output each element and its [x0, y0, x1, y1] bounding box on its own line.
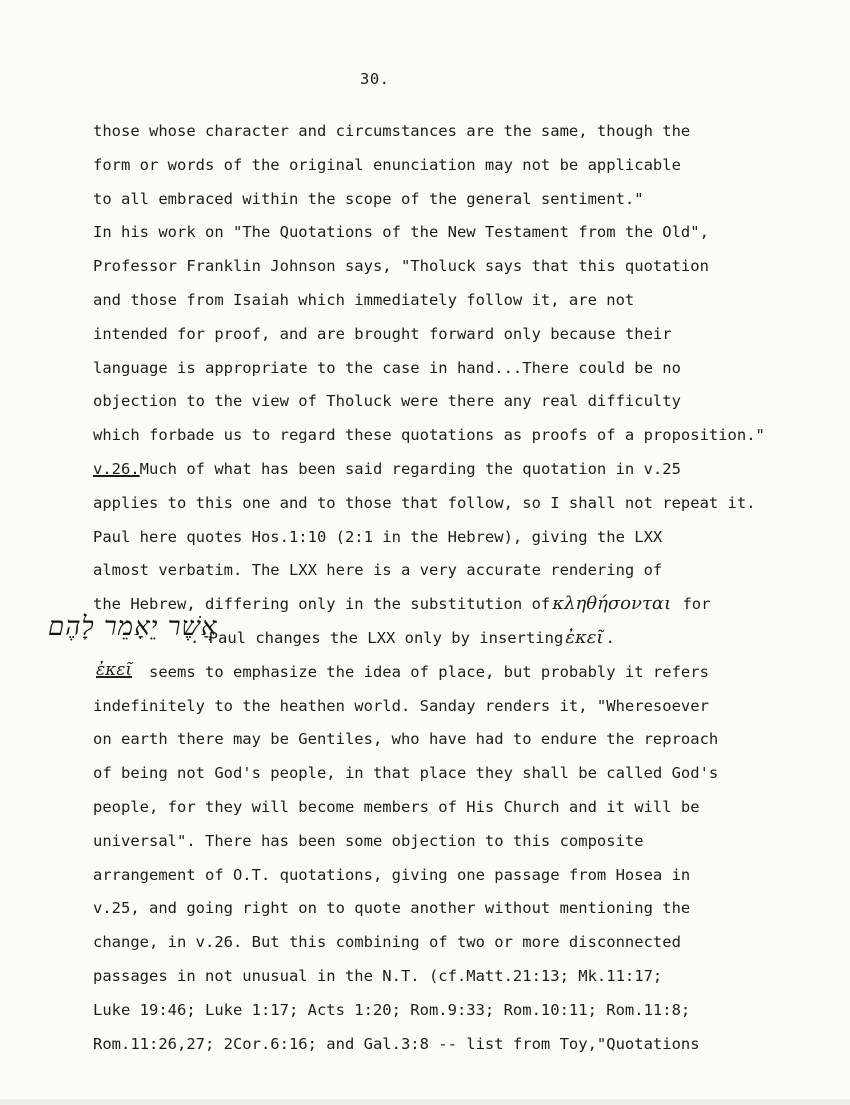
page-bottom-edge	[0, 1099, 850, 1105]
handwritten-greek-word: ἐκεῖ	[565, 626, 604, 648]
body-text	[93, 118, 793, 1064]
text-line: applies to this one and to those that follow, so I shall not repeat it.	[93, 493, 756, 512]
text-line: of being not God's people, in that place they shall be called God's	[93, 764, 719, 783]
text-line: Professor Franklin Johnson says, "Tholuck says that this quotation	[93, 257, 709, 276]
text-line: Luke 19:46; Luke 1:17; Acts 1:20; Rom.9:33; Rom.10:11; Rom.11:8;	[93, 1000, 691, 1019]
handwritten-hebrew-note: אֲשֶׁר יֵאָמֵר לָהֶם	[48, 612, 218, 642]
text-line: indefinitely to the heathen world. Sanday renders it, "Wheresoever	[93, 696, 709, 715]
text-line: intended for proof, and are brought forward only because their	[93, 324, 672, 343]
text-line: arrangement of O.T. quotations, giving one passage from Hosea in	[93, 865, 691, 884]
text-line: form or words of the original enunciation may not be applicable	[93, 155, 681, 174]
text-line: objection to the view of Tholuck were there any real difficulty	[93, 392, 681, 411]
text-line: In his work on "The Quotations of the New Testament from the Old",	[93, 223, 709, 242]
text-line: to all embraced within the scope of the general sentiment."	[93, 189, 644, 208]
text-line: Paul here quotes Hos.1:10 (2:1 in the Hebrew), giving the LXX	[93, 527, 663, 546]
text-line: universal". There has been some objection to this composite	[93, 831, 644, 850]
handwritten-greek-word: κληθήσονται	[552, 593, 672, 615]
handwritten-greek-margin: ἐκεῖ	[96, 660, 133, 680]
text-line: language is appropriate to the case in hand...There could be no	[93, 358, 681, 377]
text-line: v.25, and going right on to quote another without mentioning the	[93, 899, 691, 918]
text-line: Rom.11:26,27; 2Cor.6:16; and Gal.3:8 -- list from Toy,"Quotations	[93, 1034, 700, 1053]
page-number: 30.	[360, 70, 390, 88]
text-line: . Paul changes the LXX only by inserting ἐκεῖ .	[190, 626, 615, 648]
text-line: v.26.Much of what has been said regarding the quotation in v.25	[93, 459, 681, 478]
text-line: change, in v.26. But this combining of two or more disconnected	[93, 933, 681, 952]
text-line: almost verbatim. The LXX here is a very accurate rendering of	[93, 561, 663, 580]
text-line: those whose character and circumstances are the same, though the	[93, 122, 691, 140]
text-line: which forbade us to regard these quotations as proofs of a proposition."	[93, 426, 765, 445]
text-line: people, for they will become members of His Church and it will be	[93, 797, 700, 816]
text-line: passages in not unusual in the N.T. (cf.Matt.21:13; Mk.11:17;	[93, 966, 663, 985]
text-line: and those from Isaiah which immediately follow it, are not	[93, 290, 635, 309]
text-line: on earth there may be Gentiles, who have had to endure the reproach	[93, 730, 719, 749]
verse-marker: v.26.	[93, 459, 140, 478]
text-line: seems to emphasize the idea of place, but probably it refers	[149, 662, 709, 681]
text-line: the Hebrew, differing only in the substitution of κληθήσονται for	[93, 593, 711, 615]
